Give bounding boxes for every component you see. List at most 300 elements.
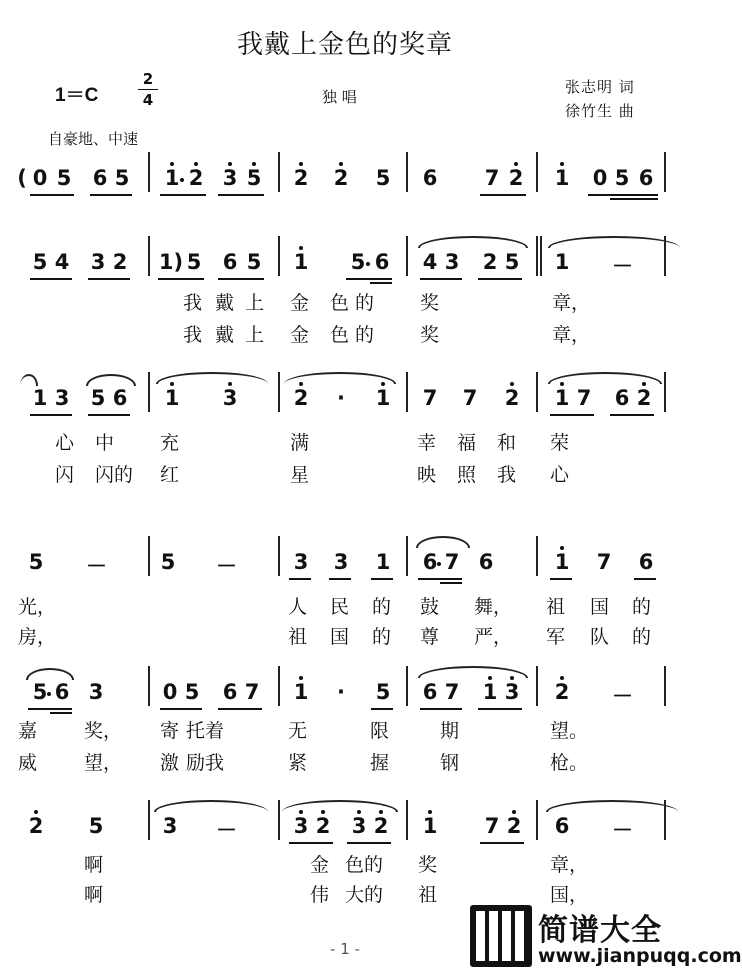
note: 3 xyxy=(333,550,349,574)
note: 2 xyxy=(188,166,204,190)
lyric: 满 xyxy=(290,432,310,454)
slur xyxy=(86,374,136,386)
lyric: 我 xyxy=(183,292,203,314)
lyric: 闪的 xyxy=(95,464,134,486)
key-signature: 1＝C xyxy=(55,85,99,106)
lyric: 威 xyxy=(18,752,38,774)
note: 5 xyxy=(90,386,106,410)
lyric: 祖 xyxy=(288,626,308,648)
lyric: 映 xyxy=(417,464,437,486)
note: 5 xyxy=(375,680,391,704)
octave-dot xyxy=(560,382,564,386)
beam xyxy=(347,842,391,844)
note: 1 xyxy=(32,386,48,410)
note: 1 xyxy=(554,386,570,410)
note: － xyxy=(612,818,633,842)
octave-dot xyxy=(228,382,232,386)
note: 4 xyxy=(54,250,70,274)
time-signature xyxy=(138,70,158,109)
lyric: 奖 xyxy=(420,292,440,314)
beam xyxy=(370,282,392,284)
page-number: - 1 - xyxy=(330,940,360,958)
lyric: 祖 xyxy=(546,596,566,618)
note: 6 xyxy=(374,250,390,274)
note: 5 xyxy=(504,250,520,274)
tie xyxy=(546,800,678,812)
lyric: 房， xyxy=(18,626,57,648)
lyric: 的 xyxy=(372,596,392,618)
meter-bottom: 4 xyxy=(142,91,154,109)
octave-dot xyxy=(299,676,303,680)
octave-dot xyxy=(194,162,198,166)
note: 1 xyxy=(422,814,438,838)
lyric: 紧 xyxy=(288,752,308,774)
octave-dot xyxy=(510,382,514,386)
note: 2 xyxy=(504,386,520,410)
note: 6 xyxy=(638,166,654,190)
lyric: 尊 xyxy=(420,626,440,648)
beam xyxy=(329,578,351,580)
beam xyxy=(218,194,264,196)
note: 1 xyxy=(164,166,180,190)
barline xyxy=(536,152,538,192)
note: · xyxy=(337,680,345,704)
octave-dot xyxy=(228,162,232,166)
note: 6 xyxy=(92,166,108,190)
note: 5 xyxy=(56,166,72,190)
lyric: 章， xyxy=(552,292,591,314)
score-title: 我戴上金色的奖章 xyxy=(236,30,453,60)
slur xyxy=(418,236,528,248)
barline xyxy=(536,536,538,576)
lyric: 星 xyxy=(290,464,310,486)
note: 2 xyxy=(293,166,309,190)
barline xyxy=(664,152,666,192)
note: 5 xyxy=(32,250,48,274)
beam xyxy=(371,578,393,580)
note: 3 xyxy=(351,814,367,838)
barline xyxy=(406,666,408,706)
note: 3 xyxy=(293,550,309,574)
note: 5 xyxy=(184,680,200,704)
beam xyxy=(88,278,130,280)
lyric: 民 xyxy=(330,596,350,618)
barline xyxy=(536,666,538,706)
piano-key xyxy=(489,911,498,961)
beam xyxy=(160,708,202,710)
beam xyxy=(420,278,462,280)
staff-row-6 xyxy=(0,800,690,906)
note: 3 xyxy=(293,814,309,838)
barline xyxy=(278,800,280,840)
note: 5 xyxy=(246,166,262,190)
lyric: 福 xyxy=(457,432,477,454)
lyric: 握 xyxy=(370,752,390,774)
lyric: 的 xyxy=(355,292,375,314)
meter-top: 2 xyxy=(142,70,154,88)
note: 5 xyxy=(246,250,262,274)
tempo-marking: 自豪地、中速 xyxy=(48,130,139,148)
octave-dot xyxy=(428,810,432,814)
lyric: 无 xyxy=(288,720,308,742)
note: 2 xyxy=(293,386,309,410)
note: 6 xyxy=(478,550,494,574)
lyricist-credit: 张志明 词 xyxy=(565,78,635,96)
lyric: 大的 xyxy=(345,884,384,906)
note: 6 xyxy=(222,250,238,274)
note: 3 xyxy=(444,250,460,274)
note: 6 xyxy=(222,680,238,704)
lyric: 队 xyxy=(590,626,610,648)
piano-key xyxy=(476,911,485,961)
note: 1) xyxy=(158,250,184,274)
note: 3 xyxy=(504,680,520,704)
lyric: 国 xyxy=(330,626,350,648)
composer-credit: 徐竹生 曲 xyxy=(565,102,635,120)
note: 7 xyxy=(244,680,260,704)
note: － xyxy=(216,818,237,842)
octave-dot xyxy=(299,382,303,386)
lyric: 寄 xyxy=(160,720,180,742)
note: 1 xyxy=(482,680,498,704)
lyric: 幸 xyxy=(417,432,437,454)
brand-name: 简谱大全 xyxy=(538,913,662,948)
note: 3 xyxy=(90,250,106,274)
site-logo[interactable] xyxy=(470,905,742,967)
octave-dot xyxy=(170,382,174,386)
note: 3 xyxy=(222,166,238,190)
lyric: 奖 xyxy=(418,854,438,876)
lyric: 钢 xyxy=(440,752,460,774)
octave-dot xyxy=(34,810,38,814)
barline xyxy=(278,372,280,412)
beam xyxy=(346,278,392,280)
barline xyxy=(664,372,666,412)
lyric: 限 xyxy=(370,720,390,742)
barline xyxy=(536,236,538,276)
lyric: 我 xyxy=(497,464,517,486)
beam xyxy=(50,712,72,714)
note: 1 xyxy=(554,550,570,574)
octave-dot xyxy=(560,676,564,680)
note: 1 xyxy=(554,166,570,190)
lyric: 的 xyxy=(372,626,392,648)
staff-row-2 xyxy=(0,236,690,346)
lyric: 激 xyxy=(160,752,180,774)
beam xyxy=(480,842,524,844)
beam xyxy=(289,578,311,580)
barline xyxy=(536,372,538,412)
lyric: 祖 xyxy=(418,884,438,906)
note: 6 xyxy=(554,814,570,838)
lyric: 上 xyxy=(245,292,265,314)
note: 7 xyxy=(484,814,500,838)
note: 7 xyxy=(444,680,460,704)
piano-key xyxy=(515,911,524,961)
octave-dot xyxy=(299,162,303,166)
octave-dot xyxy=(514,162,518,166)
note: 7 xyxy=(422,386,438,410)
lyric: 戴 xyxy=(215,324,235,346)
lyric: 心 xyxy=(550,464,570,486)
note: 2 xyxy=(506,814,522,838)
lyric: 望。 xyxy=(550,720,589,742)
note: 2 xyxy=(333,166,349,190)
octave-dot xyxy=(560,162,564,166)
note: 3 xyxy=(222,386,238,410)
barline xyxy=(278,152,280,192)
staff-row-3 xyxy=(0,372,690,486)
beam xyxy=(90,194,132,196)
dot xyxy=(180,178,184,182)
octave-dot xyxy=(488,676,492,680)
note: 6 xyxy=(54,680,70,704)
barline xyxy=(406,236,408,276)
beam xyxy=(440,582,462,584)
note: 1 xyxy=(293,250,309,274)
lyric: 啊 xyxy=(84,854,104,876)
barline xyxy=(540,236,542,276)
lyric: 心 xyxy=(55,432,75,454)
lyric: 照 xyxy=(457,464,477,486)
barline xyxy=(148,236,150,276)
beam xyxy=(550,414,594,416)
beam xyxy=(420,708,462,710)
lyric: 期 xyxy=(440,720,460,742)
beam xyxy=(218,708,262,710)
tie xyxy=(154,800,268,812)
beam xyxy=(28,708,72,710)
lyric: 红 xyxy=(160,464,180,486)
note: 7 xyxy=(484,166,500,190)
beam xyxy=(160,194,206,196)
barline xyxy=(406,152,408,192)
lyric: 国 xyxy=(590,596,610,618)
octave-dot xyxy=(512,810,516,814)
lyric: 充 xyxy=(160,432,180,454)
barline xyxy=(664,800,666,840)
performance-type: 独 唱 xyxy=(322,88,357,106)
lyric: 色 xyxy=(330,324,350,346)
barline xyxy=(148,372,150,412)
lyric: 中 xyxy=(95,432,115,454)
barline xyxy=(406,536,408,576)
lyric: 戴 xyxy=(215,292,235,314)
octave-dot xyxy=(299,246,303,250)
note: 2 xyxy=(636,386,652,410)
note: 3 xyxy=(162,814,178,838)
barline xyxy=(148,536,150,576)
lyric: 金 xyxy=(290,324,310,346)
note: 6 xyxy=(638,550,654,574)
lyric: 和 xyxy=(497,432,517,454)
note: 5 xyxy=(114,166,130,190)
beam xyxy=(478,708,522,710)
tie xyxy=(548,236,680,248)
barline xyxy=(278,666,280,706)
note: 5 xyxy=(32,680,48,704)
note: 4 xyxy=(422,250,438,274)
lyric: 的 xyxy=(632,596,652,618)
lyric: 嘉 xyxy=(18,720,38,742)
beam xyxy=(418,578,462,580)
octave-dot xyxy=(339,162,343,166)
octave-dot xyxy=(381,382,385,386)
beam xyxy=(289,842,333,844)
lyric: 闪 xyxy=(55,464,75,486)
meter-line xyxy=(138,89,158,90)
octave-dot xyxy=(170,162,174,166)
note: 7 xyxy=(576,386,592,410)
beam xyxy=(88,414,130,416)
note: 2 xyxy=(508,166,524,190)
lyric: 色 xyxy=(330,292,350,314)
beam xyxy=(610,198,658,200)
note: 7 xyxy=(596,550,612,574)
barline xyxy=(148,666,150,706)
note: 5 xyxy=(350,250,366,274)
note: 5 xyxy=(375,166,391,190)
note: 5 xyxy=(186,250,202,274)
beam xyxy=(610,414,654,416)
lyric: 人 xyxy=(288,596,308,618)
lyric: 的 xyxy=(355,324,375,346)
octave-dot xyxy=(252,162,256,166)
lyric: 奖， xyxy=(84,720,123,742)
beam xyxy=(480,194,526,196)
note: 1 xyxy=(375,550,391,574)
octave-dot xyxy=(321,810,325,814)
note: 6 xyxy=(422,166,438,190)
octave-dot xyxy=(642,382,646,386)
lyric: 伟 xyxy=(310,884,330,906)
lyric: 严， xyxy=(474,626,513,648)
beam xyxy=(371,708,393,710)
note: 6 xyxy=(422,550,438,574)
barline xyxy=(536,800,538,840)
lyric: 章， xyxy=(552,324,591,346)
note: － xyxy=(612,684,633,708)
barline xyxy=(148,800,150,840)
note: 5 xyxy=(28,550,44,574)
lyric: 国， xyxy=(550,884,589,906)
octave-dot xyxy=(299,810,303,814)
barline xyxy=(406,800,408,840)
piano-key xyxy=(502,911,511,961)
dot xyxy=(47,692,51,696)
note: 0 xyxy=(32,166,48,190)
tie xyxy=(20,374,38,386)
barline xyxy=(664,666,666,706)
note: 5 xyxy=(160,550,176,574)
note: 2 xyxy=(373,814,389,838)
lyric: 金 xyxy=(310,854,330,876)
note: 1 xyxy=(554,250,570,274)
beam xyxy=(30,414,72,416)
barline xyxy=(148,152,150,192)
note: － xyxy=(612,254,633,278)
note: 6 xyxy=(614,386,630,410)
lyric: 励我 xyxy=(186,752,225,774)
note: 2 xyxy=(482,250,498,274)
note: 3 xyxy=(54,386,70,410)
note: · xyxy=(337,386,345,410)
note: 3 xyxy=(88,680,104,704)
note: － xyxy=(216,554,237,578)
barline xyxy=(664,236,666,276)
lyric: 光， xyxy=(18,596,57,618)
beam xyxy=(218,278,264,280)
slur xyxy=(416,536,470,548)
note: 7 xyxy=(462,386,478,410)
beam xyxy=(478,278,522,280)
lyric: 军 xyxy=(546,626,566,648)
note: 0 xyxy=(162,680,178,704)
lyric: 的 xyxy=(632,626,652,648)
lyric: 舞， xyxy=(474,596,513,618)
note: － xyxy=(86,554,107,578)
octave-dot xyxy=(357,810,361,814)
lyric: 望， xyxy=(84,752,123,774)
lyric: 色的 xyxy=(345,854,384,876)
beam xyxy=(588,194,658,196)
lyric: 金 xyxy=(290,292,310,314)
octave-dot xyxy=(379,810,383,814)
beam xyxy=(30,278,72,280)
lyric: 上 xyxy=(245,324,265,346)
note: 6 xyxy=(422,680,438,704)
barline xyxy=(278,236,280,276)
lyric: 奖 xyxy=(420,324,440,346)
brand-url: www.jianpuqq.com xyxy=(538,945,742,967)
note: 7 xyxy=(444,550,460,574)
lyric: 鼓 xyxy=(420,596,440,618)
beam xyxy=(550,578,572,580)
octave-dot xyxy=(510,676,514,680)
note: ( xyxy=(17,166,27,190)
note: 2 xyxy=(315,814,331,838)
barline xyxy=(406,372,408,412)
dot xyxy=(366,262,370,266)
beam xyxy=(30,194,74,196)
note: 2 xyxy=(554,680,570,704)
octave-dot xyxy=(560,546,564,550)
beam xyxy=(634,578,656,580)
lyric: 枪。 xyxy=(550,752,589,774)
staff-row-5 xyxy=(0,666,690,774)
lyric: 啊 xyxy=(84,884,104,906)
lyric: 我 xyxy=(183,324,203,346)
note: 2 xyxy=(112,250,128,274)
barline xyxy=(278,536,280,576)
piano-icon xyxy=(470,905,532,967)
note: 0 xyxy=(592,166,608,190)
note: 6 xyxy=(112,386,128,410)
note: 1 xyxy=(293,680,309,704)
dot xyxy=(437,562,441,566)
beam xyxy=(158,278,204,280)
note: 2 xyxy=(28,814,44,838)
staff-row-4 xyxy=(0,536,690,648)
slur xyxy=(26,668,74,680)
lyric: 托着 xyxy=(186,720,225,742)
lyric: 章， xyxy=(550,854,589,876)
note: 1 xyxy=(375,386,391,410)
note: 5 xyxy=(88,814,104,838)
note: 5 xyxy=(614,166,630,190)
staff-row-1 xyxy=(0,152,690,212)
note: 1 xyxy=(164,386,180,410)
